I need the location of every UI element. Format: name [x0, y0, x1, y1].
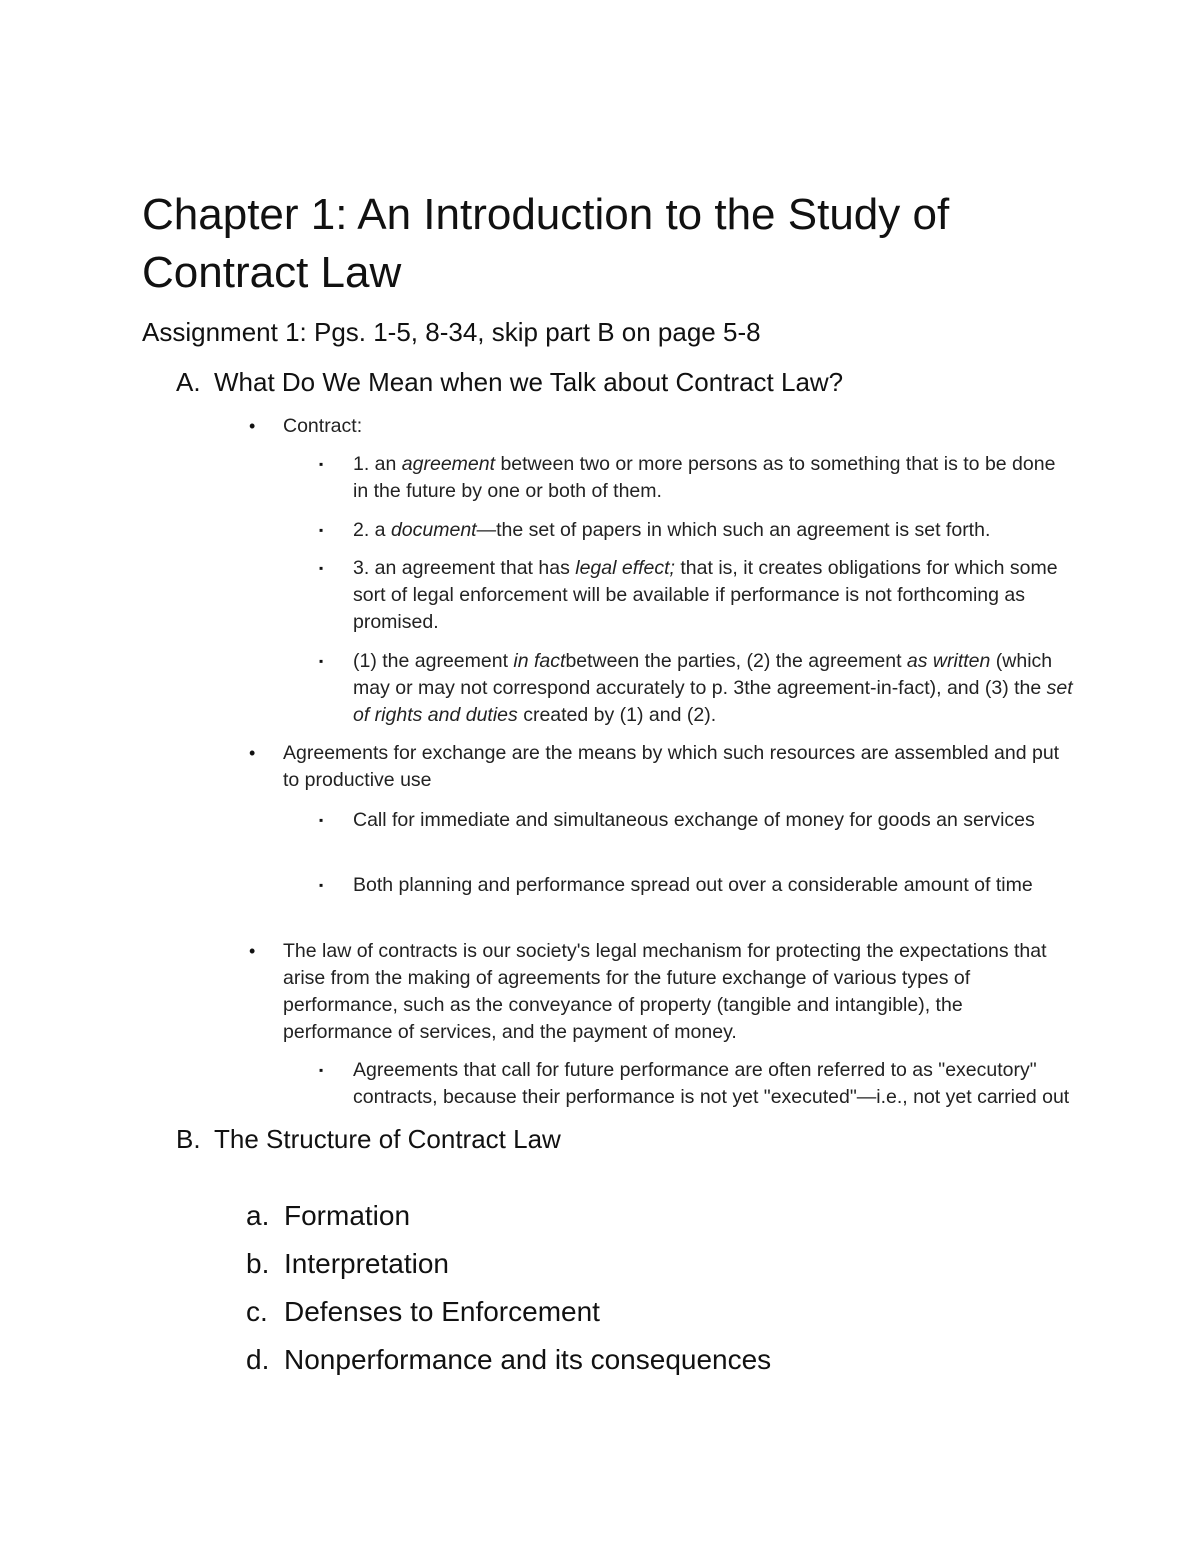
bullet-dot-icon: • — [249, 743, 256, 763]
structure-item-text: Nonperformance and its consequences — [284, 1344, 772, 1375]
structure-item-label: a. — [246, 1200, 270, 1231]
structure-item-label: c. — [246, 1296, 268, 1327]
list-item-law — [249, 938, 1073, 1046]
structure-item-label: b. — [246, 1248, 270, 1279]
structure-item-text: Defenses to Enforcement — [284, 1296, 600, 1327]
law-sub1-text: Agreements that call for future performance are often referred to as "executory" contracts, because their performance is not yet "executed"—i.e., not yet carried out — [353, 1059, 1070, 1108]
def2-emphasis: document — [390, 519, 477, 541]
bullet-square-icon: ▪ — [319, 1063, 324, 1077]
bullet-square-icon: ▪ — [319, 878, 324, 892]
def2-text-pre: 2. a — [353, 519, 391, 541]
exchange-sub1-text: Call for immediate and simultaneous exchange of money for goods an services — [353, 809, 1035, 831]
assignment-line: Assignment 1: Pgs. 1-5, 8-34, skip part B on page 5-8 — [142, 317, 761, 347]
list-item-exchange-sub1 — [319, 807, 1073, 834]
bullet-square-icon: ▪ — [319, 561, 324, 575]
bullet-square-icon: ▪ — [319, 813, 324, 827]
def4-text-1: (1) the agreement — [353, 650, 514, 672]
structure-item — [246, 1293, 600, 1331]
list-item-def1 — [319, 451, 1073, 505]
def3-text-pre: 3. an agreement that has — [353, 557, 576, 579]
structure-item-text: Interpretation — [284, 1248, 449, 1279]
def3-emphasis: legal effect; — [575, 557, 675, 579]
exchange-sub2-text: Both planning and performance spread out over a considerable amount of time — [353, 874, 1033, 896]
def3-text-post: that is, it creates obligations for which some sort of legal enforcement will be available if performance is not forthcoming as promised. — [353, 557, 1058, 633]
list-item-def2 — [319, 517, 1073, 544]
def4-emphasis-3: set of rights and duties — [353, 677, 1073, 726]
def1-text-pre: 1. an — [353, 453, 402, 475]
contract-label: Contract: — [283, 415, 363, 437]
structure-item-label: d. — [246, 1344, 270, 1375]
list-item-def4 — [319, 648, 1073, 729]
section-a-title: What Do We Mean when we Talk about Contract Law? — [214, 367, 844, 397]
list-item-law-sub1 — [319, 1057, 1073, 1111]
section-b-heading — [176, 1121, 561, 1157]
list-item-def3 — [319, 555, 1073, 636]
bullet-square-icon: ▪ — [319, 654, 324, 668]
bullet-dot-icon: • — [249, 416, 256, 436]
section-a-label: A. — [176, 367, 201, 397]
structure-item — [246, 1341, 771, 1379]
page-title: Chapter 1: An Introduction to the Study of Contract Law — [142, 190, 950, 297]
def2-text-post: —the set of papers in which such an agreement is set forth. — [476, 519, 991, 541]
section-b-title: The Structure of Contract Law — [214, 1124, 561, 1154]
def4-text-4: created by (1) and (2). — [517, 704, 717, 726]
structure-item — [246, 1245, 449, 1283]
def1-emphasis: agreement — [401, 453, 496, 475]
law-text: The law of contracts is our society's legal mechanism for protecting the expectations that arise from the making of agreements for the future exchange of various types of performance, such as the conveyance of property (tangible and intangible), the performance of services, and the payment of money. — [283, 940, 1047, 1043]
section-b-label: B. — [176, 1124, 201, 1154]
def4-emphasis-2: as written — [906, 650, 991, 672]
structure-item-text: Formation — [284, 1200, 411, 1231]
bullet-dot-icon: • — [249, 941, 256, 961]
def4-text-3: (which may or may not correspond accurately to p. 3the agreement-in-fact), and (3) the — [353, 650, 1053, 699]
structure-item — [246, 1197, 410, 1235]
section-a-heading — [176, 364, 843, 400]
exchange-text: Agreements for exchange are the means by which such resources are assembled and put to productive use — [283, 742, 1060, 791]
def1-text-post: between two or more persons as to something that is to be done in the future by one or both of them. — [353, 453, 1056, 502]
bullet-square-icon: ▪ — [319, 457, 324, 471]
list-item-exchange-sub2 — [319, 872, 1073, 899]
list-item-exchange — [249, 740, 1073, 794]
def4-emphasis-1: in fact — [513, 650, 566, 672]
list-item-contract — [249, 413, 1073, 440]
def4-text-2: between the parties, (2) the agreement — [565, 650, 907, 672]
bullet-square-icon: ▪ — [319, 523, 324, 537]
